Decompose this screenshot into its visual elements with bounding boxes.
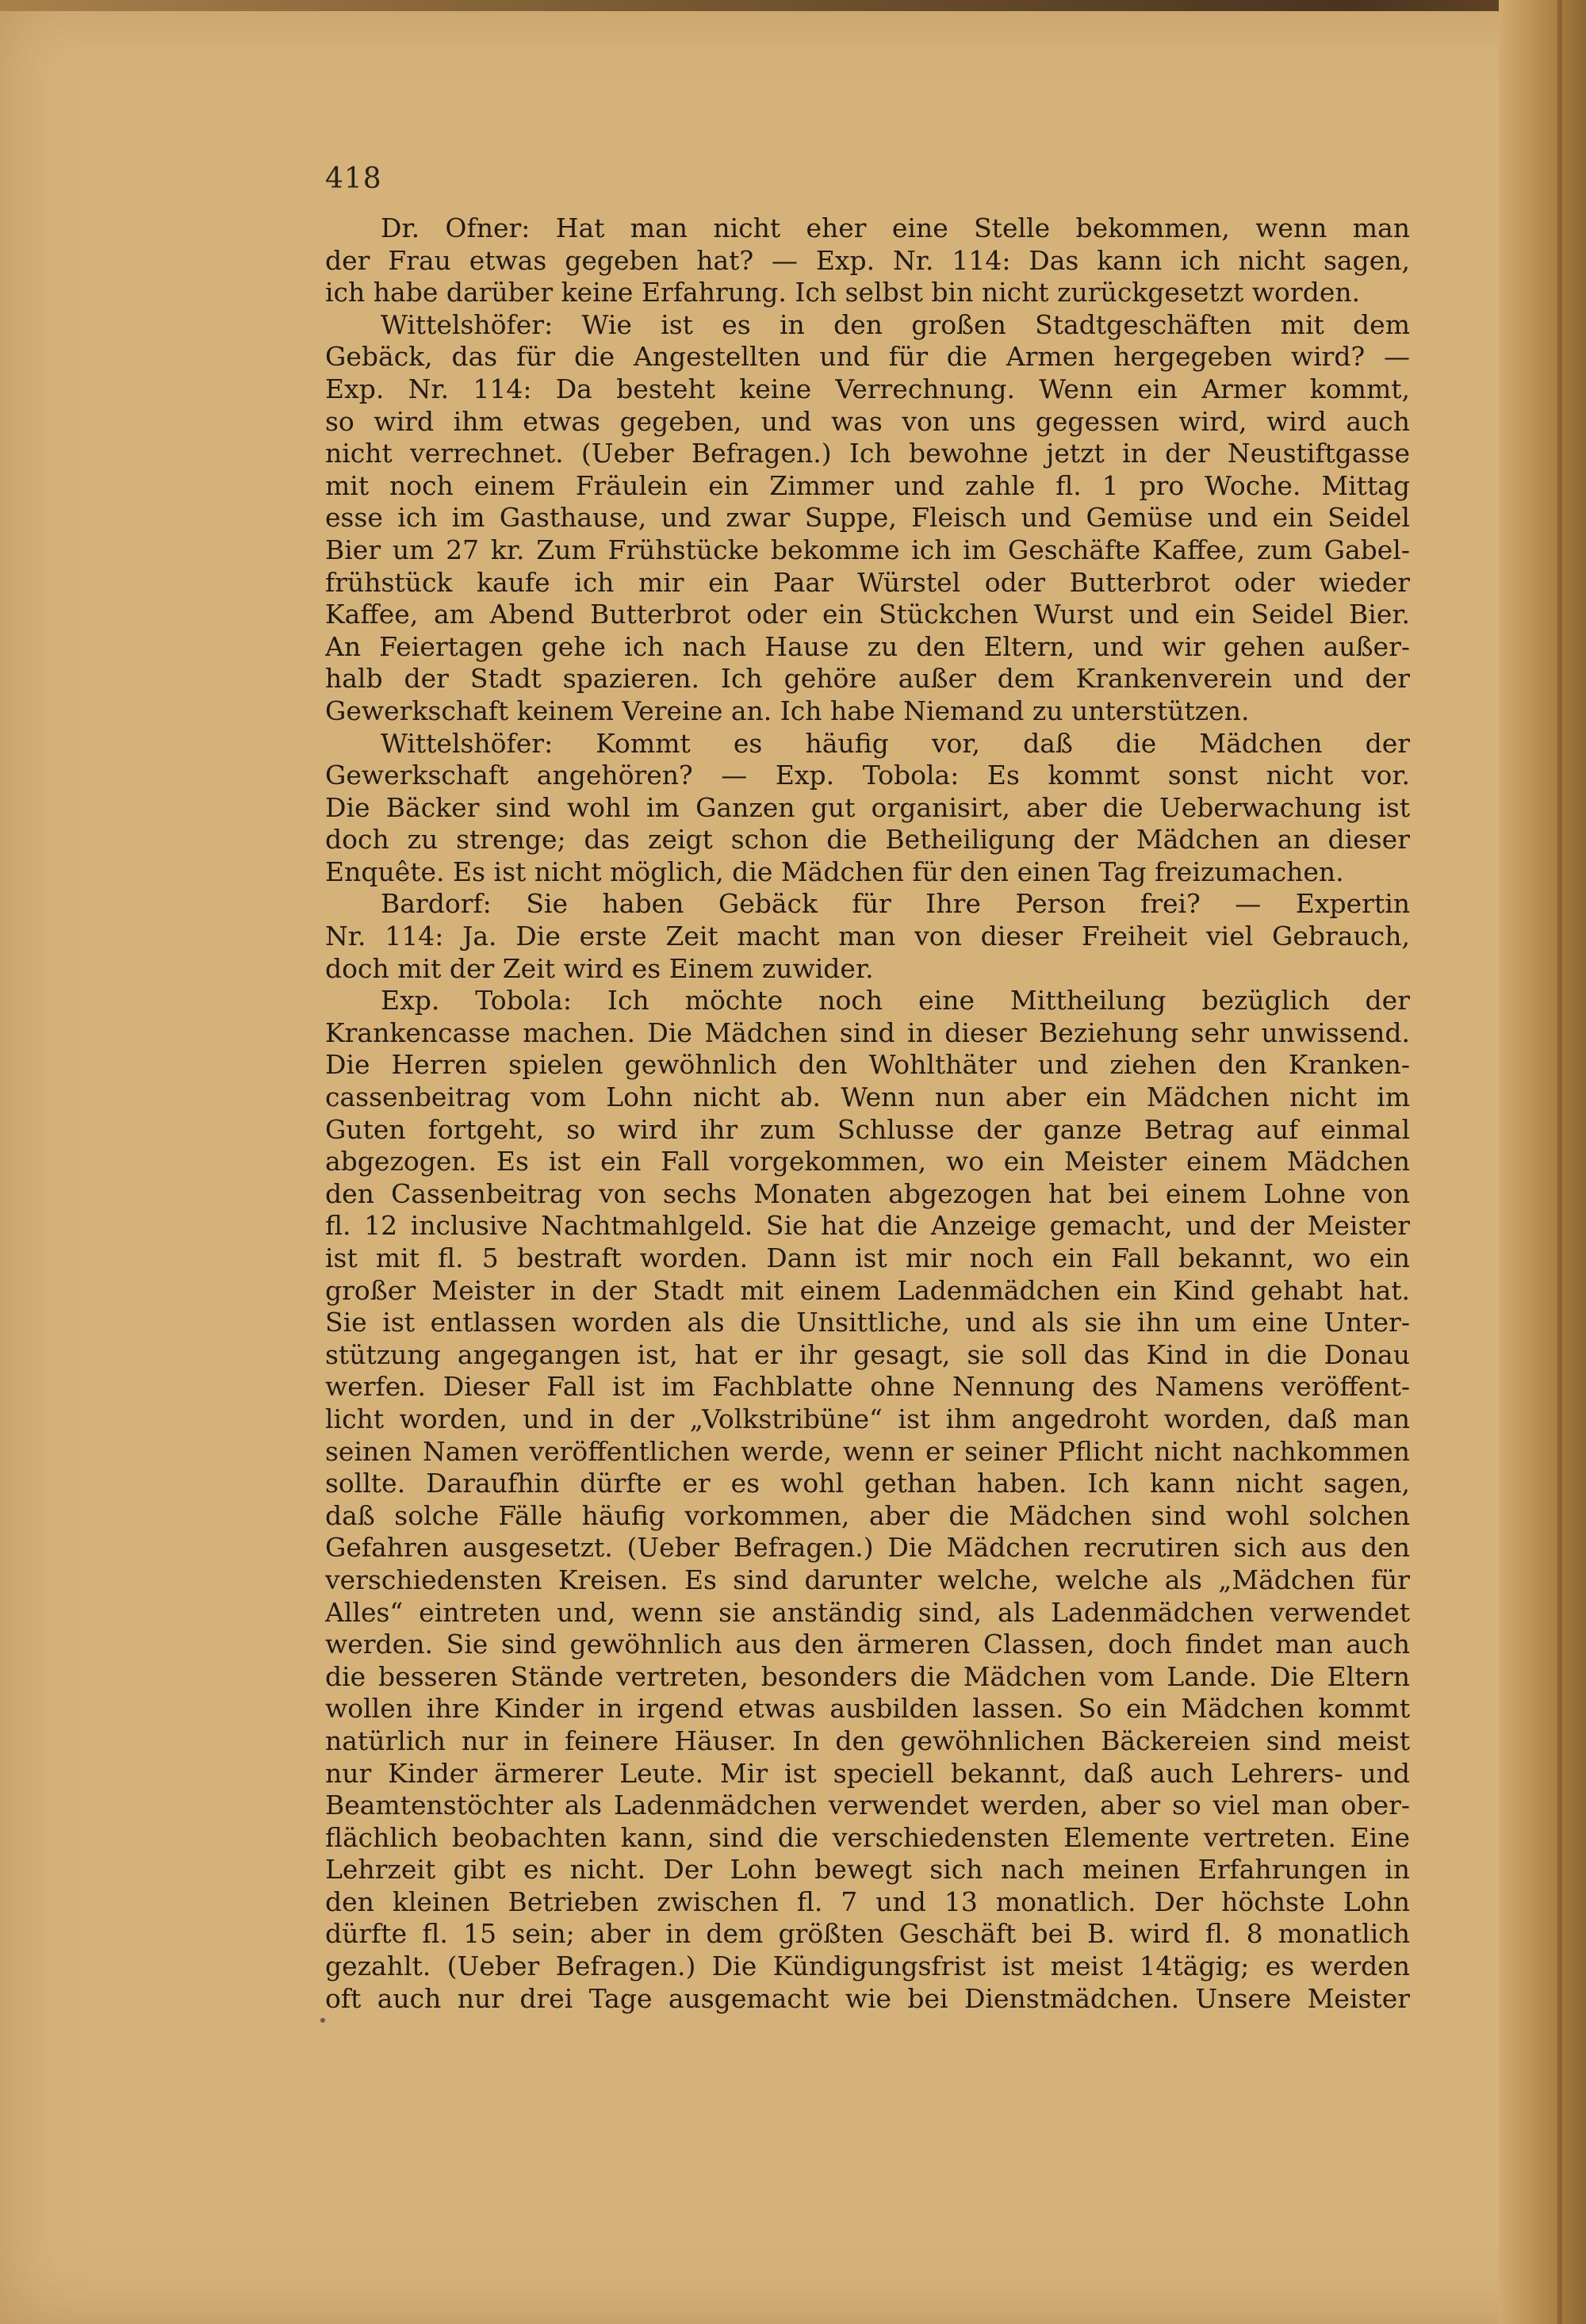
text-line: stützung angegangen ist, hat er ihr gesagt, sie soll das Kind in die Donau bbox=[325, 1338, 1410, 1370]
text-line: großer Meister in der Stadt mit einem Ladenmädchen ein Kind gehabt hat. bbox=[325, 1274, 1410, 1306]
text-line: den kleinen Betrieben zwischen fl. 7 und 13 monatlich. Der höchste Lohn bbox=[325, 1886, 1410, 1917]
text-line: oft auch nur drei Tage ausgemacht wie bei Dienstmädchen. Unsere Meister bbox=[325, 1982, 1410, 2014]
text-line: nur Kinder ärmerer Leute. Mir ist speciell bekannt, daß auch Lehrers- und bbox=[325, 1757, 1410, 1789]
text-line: Exp. Tobola: Ich möchte noch eine Mittheilung bezüglich der bbox=[381, 985, 1410, 1017]
text-line: Exp. Nr. 114: Da besteht keine Verrechnung. Wenn ein Armer kommt, bbox=[325, 373, 1410, 404]
text-line: Guten fortgeht, so wird ihr zum Schlusse der ganze Betrag auf einmal bbox=[325, 1113, 1410, 1145]
text-line: werfen. Dieser Fall ist im Fachblatte ohne Nennung des Namens veröffent- bbox=[325, 1371, 1410, 1403]
text-line: Gefahren ausgesetzt. (Ueber Befragen.) Die Mädchen recrutiren sich aus den bbox=[325, 1532, 1410, 1564]
text-line: daß solche Fälle häufig vorkommen, aber die Mädchen sind wohl solchen bbox=[325, 1499, 1410, 1531]
text-line: Wittelshöfer: Wie ist es in den großen Stadtgeschäften mit dem bbox=[381, 308, 1410, 340]
text-line: die besseren Stände vertreten, besonders die Mädchen vom Lande. Die Eltern bbox=[325, 1660, 1410, 1692]
text-line: gezahlt. (Ueber Befragen.) Die Kündigungsfrist ist meist 14tägig; es werden bbox=[325, 1951, 1410, 1982]
text-line: Enquête. Es ist nicht möglich, die Mädchen für den einen Tag freizumachen. bbox=[325, 856, 1344, 887]
text-line: An Feiertagen gehe ich nach Hause zu den Eltern, und wir gehen außer- bbox=[325, 630, 1410, 662]
text-line: verschiedensten Kreisen. Es sind darunter welche, welche als „Mädchen für bbox=[325, 1564, 1410, 1595]
text-line: Lehrzeit gibt es nicht. Der Lohn bewegt sich nach meinen Erfahrungen in bbox=[325, 1854, 1410, 1886]
text-line: Gewerkschaft keinem Vereine an. Ich habe Niemand zu unterstützen. bbox=[325, 695, 1250, 726]
body-text bbox=[325, 212, 1410, 2015]
text-line: so wird ihm etwas gegeben, und was von uns gegessen wird, wird auch bbox=[325, 405, 1410, 437]
text-line: den Cassenbeitrag von sechs Monaten abgezogen hat bei einem Lohne von bbox=[325, 1177, 1410, 1209]
text-line: Bardorf: Sie haben Gebäck für Ihre Person frei? — Expertin bbox=[381, 888, 1410, 920]
text-line: Bier um 27 kr. Zum Frühstücke bekomme ich im Geschäfte Kaffee, zum Gabel- bbox=[325, 534, 1410, 565]
text-line: fl. 12 inclusive Nachtmahlgeld. Sie hat die Anzeige gemacht, und der Meister bbox=[325, 1210, 1410, 1242]
text-line: cassenbeitrag vom Lohn nicht ab. Wenn nun aber ein Mädchen nicht im bbox=[325, 1082, 1410, 1113]
text-line: Krankencasse machen. Die Mädchen sind in dieser Beziehung sehr unwissend. bbox=[325, 1017, 1410, 1048]
text-line: wollen ihre Kinder in irgend etwas ausbilden lassen. So ein Mädchen kommt bbox=[325, 1693, 1410, 1725]
text-line: dürfte fl. 15 sein; aber in dem größten Geschäft bei B. wird fl. 8 monatlich bbox=[325, 1918, 1410, 1950]
text-line: werden. Sie sind gewöhnlich aus den ärmeren Classen, doch findet man auch bbox=[325, 1629, 1410, 1660]
book-binding-edge bbox=[1499, 0, 1586, 2324]
text-line: frühstück kaufe ich mir ein Paar Würstel oder Butterbrot oder wieder bbox=[325, 566, 1410, 598]
text-line: Dr. Ofner: Hat man nicht eher eine Stelle bekommen, wenn man bbox=[381, 212, 1410, 243]
text-line: halb der Stadt spazieren. Ich gehöre außer dem Krankenverein und der bbox=[325, 663, 1410, 695]
text-line: Alles“ eintreten und, wenn sie anständig sind, als Ladenmädchen verwendet bbox=[325, 1596, 1410, 1628]
page-number: 418 bbox=[325, 163, 382, 195]
text-line: Wittelshöfer: Kommt es häufig vor, daß die Mädchen der bbox=[381, 727, 1410, 759]
text-line: licht worden, und in der „Volkstribüne“ ist ihm angedroht worden, daß man bbox=[325, 1403, 1410, 1434]
text-line: Gewerkschaft angehören? — Exp. Tobola: Es kommt sonst nicht vor. bbox=[325, 760, 1410, 791]
text-line: nicht verrechnet. (Ueber Befragen.) Ich bewohne jetzt in der Neustiftgasse bbox=[325, 438, 1410, 469]
text-line: Die Bäcker sind wohl im Ganzen gut organisirt, aber die Ueberwachung ist bbox=[325, 791, 1410, 823]
text-line: sollte. Daraufhin dürfte er es wohl gethan haben. Ich kann nicht sagen, bbox=[325, 1468, 1410, 1499]
text-line: Die Herren spielen gewöhnlich den Wohlthäter und ziehen den Kranken- bbox=[325, 1049, 1410, 1081]
text-line: abgezogen. Es ist ein Fall vorgekommen, wo ein Meister einem Mädchen bbox=[325, 1146, 1410, 1177]
text-line: esse ich im Gasthause, und zwar Suppe, Fleisch und Gemüse und ein Seidel bbox=[325, 502, 1410, 534]
top-edge-band bbox=[0, 0, 1586, 11]
text-line: seinen Namen veröffentlichen werde, wenn er seiner Pflicht nicht nachkommen bbox=[325, 1435, 1410, 1467]
text-line: mit noch einem Fräulein ein Zimmer und zahle fl. 1 pro Woche. Mittag bbox=[325, 469, 1410, 501]
text-line: doch mit der Zeit wird es Einem zuwider. bbox=[325, 952, 874, 984]
text-line: ich habe darüber keine Erfahrung. Ich selbst bin nicht zurückgesetzt worden. bbox=[325, 277, 1361, 308]
text-line: Nr. 114: Ja. Die erste Zeit macht man von dieser Freiheit viel Gebrauch, bbox=[325, 921, 1410, 952]
text-line: Kaffee, am Abend Butterbrot oder ein Stückchen Wurst und ein Seidel Bier. bbox=[325, 599, 1410, 630]
text-line: flächlich beobachten kann, sind die verschiedensten Elemente vertreten. Eine bbox=[325, 1821, 1410, 1853]
text-line: Beamtenstöchter als Ladenmädchen verwendet werden, aber so viel man ober- bbox=[325, 1790, 1410, 1821]
text-line: ist mit fl. 5 bestraft worden. Dann ist mir noch ein Fall bekannt, wo ein bbox=[325, 1242, 1410, 1273]
margin-speck bbox=[320, 2018, 325, 2023]
text-line: natürlich nur in feinere Häuser. In den gewöhnlichen Bäckereien sind meist bbox=[325, 1725, 1410, 1756]
text-line: Gebäck, das für die Angestellten und für die Armen hergegeben wird? — bbox=[325, 341, 1410, 373]
text-line: doch zu strenge; das zeigt schon die Betheiligung der Mädchen an dieser bbox=[325, 824, 1410, 856]
text-line: der Frau etwas gegeben hat? — Exp. Nr. 114: Das kann ich nicht sagen, bbox=[325, 244, 1410, 276]
binding-line bbox=[1557, 0, 1562, 2324]
text-line: Sie ist entlassen worden als die Unsittliche, und als sie ihn um eine Unter- bbox=[325, 1307, 1410, 1338]
